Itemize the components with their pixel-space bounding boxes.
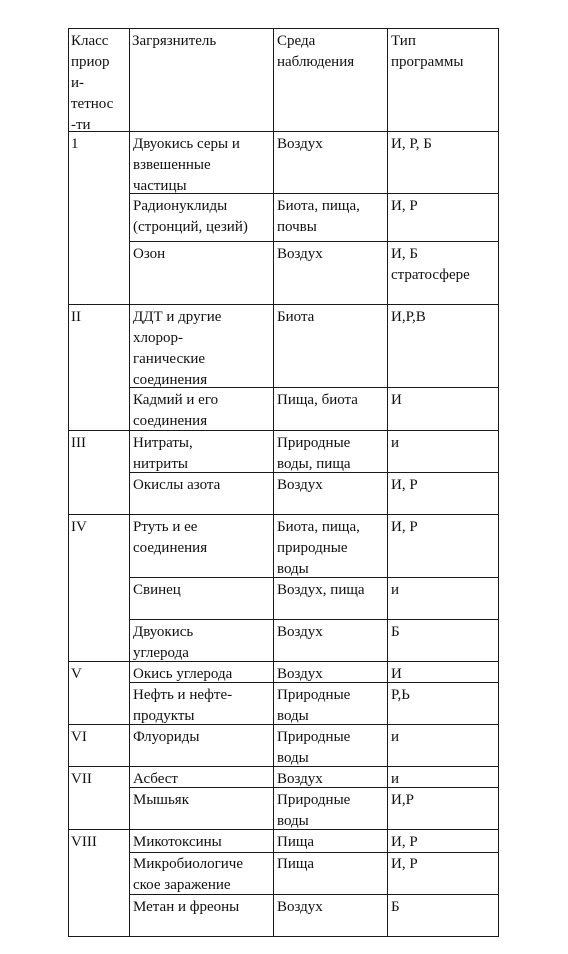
class-label: 1 (71, 136, 79, 152)
medium-cell: Природные воды, пища (277, 435, 351, 472)
class-label: III (71, 435, 86, 451)
medium-cell: Природные воды (277, 729, 351, 766)
medium-cell: Биота, пища, почвы (277, 198, 360, 235)
program-cell: И, Р (391, 519, 418, 535)
header-medium: Среда наблюдения (277, 33, 355, 70)
table-col-divider (129, 28, 130, 937)
program-cell: Б (391, 899, 400, 915)
program-cell: И, Р (391, 198, 418, 214)
program-cell: И (391, 666, 402, 682)
table-col-divider (387, 28, 388, 937)
medium-cell: Пища (277, 856, 315, 872)
medium-cell: Природные воды (277, 792, 351, 829)
class-label: VII (71, 771, 92, 787)
header-divider (68, 131, 499, 132)
pollutant-cell: Окись углерода (133, 666, 233, 682)
medium-cell: Природные воды (277, 687, 351, 724)
class-label: VIII (71, 834, 97, 850)
medium-cell: Воздух, пища (277, 582, 365, 598)
class-divider (68, 514, 499, 515)
pollutant-cell: Кадмий и его соединения (133, 392, 219, 429)
pollutant-cell: Окислы азота (133, 477, 221, 493)
medium-cell: Пища (277, 834, 315, 850)
medium-cell: Воздух (277, 899, 323, 915)
program-cell: И,Р (391, 792, 414, 808)
medium-cell: Биота, пища, природные воды (277, 519, 360, 577)
program-cell: и (391, 729, 400, 745)
pollutant-cell: Микотоксины (133, 834, 222, 850)
program-cell: И, Р (391, 856, 418, 872)
pollutant-cell: Асбест (133, 771, 178, 787)
class-label: IV (71, 519, 87, 535)
pollutant-cell: Метан и фреоны (133, 899, 240, 915)
pollutant-cell: Озон (133, 246, 166, 262)
medium-cell: Воздух (277, 771, 323, 787)
program-cell: и (391, 435, 400, 451)
table-border-top (68, 28, 499, 29)
class-label: II (71, 309, 81, 325)
header-priority-class: Класс приор и- тетнос -ти (71, 33, 114, 133)
pollutant-cell: Микробиологиче ское заражение (133, 856, 243, 893)
class-label: V (71, 666, 82, 682)
medium-cell: Воздух (277, 666, 323, 682)
medium-cell: Воздух (277, 477, 323, 493)
table-border-left (68, 28, 69, 937)
header-pollutant: Загрязнитель (132, 33, 217, 49)
program-cell: Р,Ь (391, 687, 410, 703)
program-cell: И, Б стратосфере (391, 246, 470, 283)
table-col-divider (273, 28, 274, 937)
pollutant-cell: Нитраты, нитриты (133, 435, 193, 472)
program-cell: И (391, 392, 402, 408)
row-divider (129, 619, 499, 620)
pollutant-cell: Флуориды (133, 729, 200, 745)
program-cell: И, Р, Б (391, 136, 432, 152)
header-program-type: Тип программы (391, 33, 464, 70)
pollutant-cell: Двуокись серы и взвешенные частицы (133, 136, 240, 194)
program-cell: И, Р (391, 477, 418, 493)
pollutant-cell: Мышьяк (133, 792, 189, 808)
program-cell: Б (391, 624, 400, 640)
row-divider (129, 241, 499, 242)
medium-cell: Воздух (277, 136, 323, 152)
class-divider (68, 304, 499, 305)
pollutant-cell: ДДТ и другие хлорор- ганические соединения (133, 309, 222, 388)
pollutant-cell: Нефть и нефте- продукты (133, 687, 233, 724)
program-cell: И,Р,В (391, 309, 426, 325)
program-cell: и (391, 582, 400, 598)
medium-cell: Биота (277, 309, 315, 325)
table-border-right (498, 28, 499, 937)
class-label: VI (71, 729, 87, 745)
pollutant-cell: Ртуть и ее соединения (133, 519, 208, 556)
table-border-bottom (68, 936, 499, 937)
medium-cell: Пища, биота (277, 392, 358, 408)
medium-cell: Воздух (277, 246, 323, 262)
medium-cell: Воздух (277, 624, 323, 640)
pollutant-cell: Свинец (133, 582, 181, 598)
pollutant-cell: Двуокись углерода (133, 624, 194, 661)
program-cell: и (391, 771, 400, 787)
program-cell: И, Р (391, 834, 418, 850)
pollutant-cell: Радионуклиды (стронций, цезий) (133, 198, 248, 235)
